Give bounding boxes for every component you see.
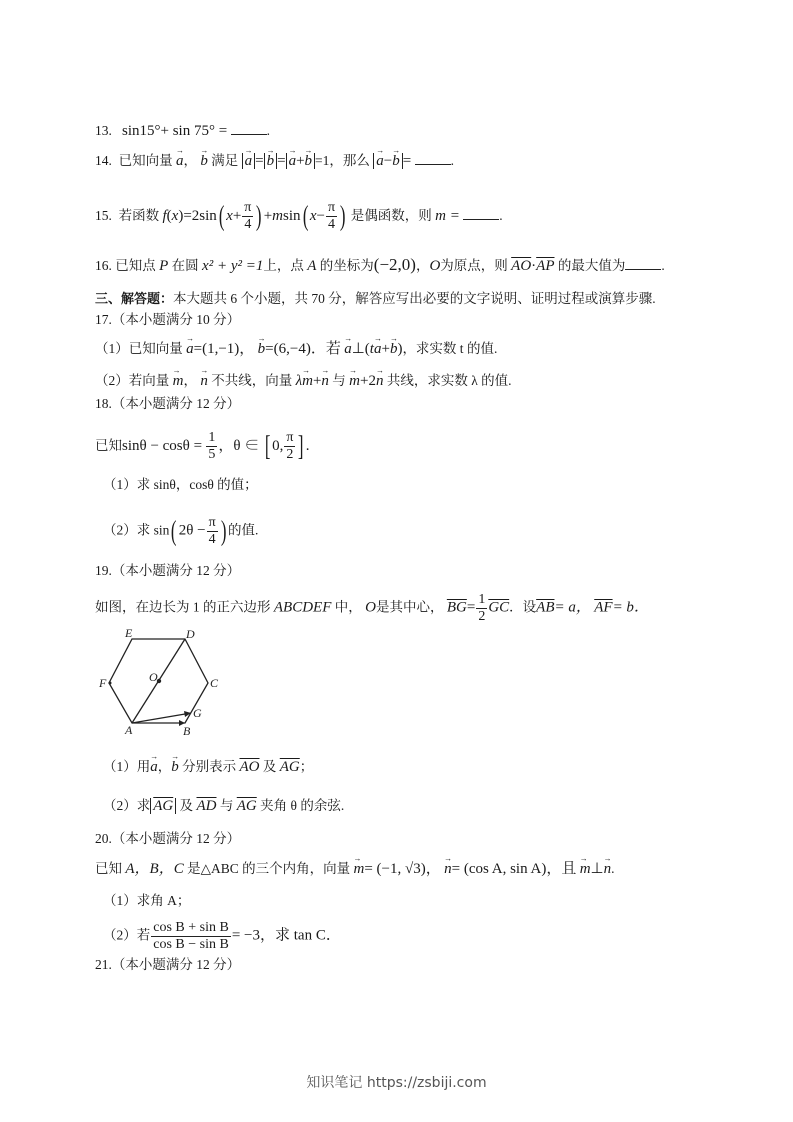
question-19-stem: 如图，在边长为 1 的正六边形 ABCDEF 中， O是其中心， $\overline{BG}=$ $\frac{1}{2}$ $\overline{GC}$．设$\overline{AB}= a$， $\overline{AF}= b$．	[95, 592, 649, 624]
variables: A，B，C	[125, 861, 184, 877]
question-number: 15.	[95, 207, 112, 223]
math-expression: = (cos A, sin A)，且	[451, 861, 577, 877]
question-18-part-1: （1）求 sinθ，cosθ 的值；	[103, 477, 258, 492]
math-expression: x² + y² =1	[202, 258, 264, 274]
question-text: （1）用	[103, 759, 151, 774]
vector: $\overline{AG}$	[279, 759, 300, 775]
math-expression: =(1,−1)，	[193, 341, 255, 357]
question-text: 已知	[95, 861, 122, 876]
question-text: 满足	[211, 153, 239, 168]
question-18-given	[95, 430, 309, 463]
question-19-part-2: （2）求 $\overline{AG}$ 及 $\overline{AD}$ 与 $\overline{AG}$ 夹角 θ 的余弦.	[103, 798, 345, 814]
svg-text:E: E	[125, 626, 133, 640]
math-expression: = −3，求 tan C．	[231, 927, 341, 944]
hexagon-diagram	[95, 625, 225, 740]
vector: $\overline{BG}$	[446, 599, 467, 616]
svg-text:F: F	[99, 676, 107, 690]
question-text: （2）求	[103, 798, 151, 813]
question-text: ，	[415, 258, 430, 273]
math-expression: sin15°+ sin 75° =	[122, 123, 228, 139]
question-20-header: 20.（本小题满分 12 分）	[95, 831, 241, 846]
svg-text:B: B	[183, 724, 191, 738]
question-number: 16.	[95, 258, 112, 273]
svg-text:A: A	[125, 723, 133, 737]
question-text: ，	[183, 373, 197, 388]
variable: m =	[435, 207, 460, 224]
question-text: 的坐标为	[319, 258, 374, 273]
question-19-header: 19.（本小题满分 12 分）	[95, 563, 241, 578]
question-21-header: 21.（本小题满分 12 分）	[95, 957, 241, 972]
question-text: 及	[179, 798, 194, 813]
question-20-part-2	[103, 920, 341, 953]
answer-blank	[463, 207, 499, 220]
question-text: 夹角 θ 的余弦.	[260, 798, 345, 813]
question-text: （1）已知向量	[95, 341, 183, 356]
vector: $\overline{GC}$	[488, 599, 510, 616]
svg-text:O: O	[149, 670, 158, 684]
math-expression: a → = b → = a →+b →	[242, 153, 315, 169]
question-15	[95, 200, 503, 233]
section-title: 三、解答题：	[95, 292, 174, 307]
period: .	[499, 207, 503, 223]
question-17-part-2	[95, 372, 512, 390]
question-20-part-1: （1）求角 A；	[103, 893, 191, 908]
math-expression: (ta →+b →)	[365, 341, 403, 357]
question-text: 是其中心，	[375, 599, 444, 615]
math-expression: sinθ − cosθ =	[122, 437, 203, 454]
question-text: 中，	[334, 599, 362, 615]
question-text: =1，那么	[315, 153, 370, 168]
math-expression: =(6,−4)．若	[265, 341, 341, 357]
question-17-header: 17.（本小题满分 10 分）	[95, 312, 241, 327]
question-text: 不共线，向量	[211, 373, 293, 388]
question-text: 如图，在边长为 1 的正六边形	[95, 599, 271, 615]
question-text: 及	[262, 759, 277, 774]
vector-b: b →	[258, 341, 266, 357]
math-expression: λm →+n →	[296, 373, 329, 389]
question-text: 为原点，则	[440, 258, 508, 273]
question-18-part-2: （2）求 sin( 2θ − $\frac{\pi}{4}$ ) 的值.	[103, 515, 259, 547]
vector-b: b →	[200, 153, 208, 169]
vector: $\overline{AF}$	[594, 599, 613, 616]
math-expression: f(x)=2sin( x+ $\frac{\pi}{4}$ ) +msin( x− $\frac{\pi}{4}$ )	[162, 200, 346, 232]
question-number: 13.	[95, 123, 112, 138]
question-text: 分别表示	[182, 759, 237, 774]
hexagon-figure	[95, 625, 225, 740]
svg-text:G: G	[193, 706, 202, 720]
question-text: 与	[219, 798, 234, 813]
question-19-part-1: （1）用a →，b → 分别表示 $\overline{AO}$ 及 $\overline{AG}$；	[103, 758, 313, 776]
period: .	[266, 123, 270, 138]
variable: O	[365, 599, 376, 616]
question-16	[95, 256, 665, 275]
fraction: $\frac{1}{5}$	[208, 430, 216, 463]
question-text: 已知向量	[118, 153, 173, 168]
question-14: 14. 已知向量 a →， b → 满足 a → = b → = a →+b → =1，那么 a →−b → = .	[95, 152, 454, 170]
question-text: 是△ABC 的三个内角，向量	[187, 861, 351, 876]
question-text: 共线，求实数 λ 的值.	[386, 373, 512, 388]
vector-m: m →	[173, 373, 184, 389]
question-20-stem: 已知 A，B，C 是△ABC 的三个内角，向量 m →= (−1, √3)， n →= (cos A, sin A)，且 m →⊥n →.	[95, 860, 615, 878]
math-expression: m →+2n →	[349, 373, 383, 389]
vector: $\overline{AD}$	[196, 798, 217, 814]
vector: $\overline{AO}$	[239, 759, 260, 775]
math-expression: ，θ ∈	[218, 437, 260, 454]
question-text: 的值.	[228, 522, 259, 538]
fraction: $\frac{\text{cos B + sin B}}{\text{cos B − sin B}}$	[153, 920, 229, 952]
perp-symbol: ⊥	[351, 341, 365, 357]
question-text: 是偶函数，则	[350, 207, 432, 223]
question-text: 在圆	[171, 258, 199, 273]
question-text: ，求实数 t 的值.	[402, 341, 498, 356]
math-expression: $\overline{AO}\cdot\overline{AP}$	[511, 258, 555, 274]
vector-n: n →	[200, 373, 208, 389]
period: .	[661, 258, 665, 273]
question-text: （2）求 sin	[103, 522, 170, 538]
question-text: ．设	[509, 599, 537, 615]
math-expression: a →−b → =	[373, 153, 411, 169]
question-text: 与	[332, 373, 346, 388]
question-text: 已知	[95, 437, 122, 453]
answer-blank	[231, 122, 267, 135]
question-text: 若函数	[118, 207, 160, 223]
answer-blank	[415, 152, 451, 165]
watermark-footer: 知识笔记 https://zsbiji.com	[306, 1075, 487, 1091]
question-text: 已知点	[115, 258, 156, 273]
question-17-part-1	[95, 340, 497, 358]
question-13	[95, 122, 270, 140]
interval: [ 0, $\frac{\pi}{2}$ ] .	[264, 430, 310, 462]
variable: A	[307, 258, 317, 274]
svg-text:D: D	[186, 627, 195, 641]
question-text: （2）若向量	[95, 373, 170, 388]
vector-a: a →	[186, 341, 194, 357]
vector-a: a →	[176, 153, 184, 169]
question-text: 上，点	[263, 258, 304, 273]
question-text: ；	[299, 759, 314, 774]
math-expression: = (−1, √3)，	[364, 861, 441, 877]
answer-blank	[625, 257, 661, 270]
section-description: 本大题共 6 个小题，共 70 分，解答应写出必要的文字说明、证明过程或演算步骤.	[173, 291, 656, 306]
section-heading	[95, 290, 656, 309]
variable: O	[429, 258, 441, 274]
math-expression: (−2,0)	[373, 255, 416, 274]
vector: $\overline{AB}$	[536, 599, 555, 616]
question-text: （2）若	[103, 927, 151, 943]
variable: ABCDEF	[273, 599, 332, 616]
period: .	[450, 153, 454, 168]
variable: P	[159, 258, 169, 274]
question-18-header: 18.（本小题满分 12 分）	[95, 396, 241, 411]
question-text: 的最大值为	[557, 258, 626, 273]
svg-text:C: C	[210, 676, 219, 690]
vector-a: a →	[344, 341, 352, 357]
question-number: 14.	[95, 153, 112, 168]
